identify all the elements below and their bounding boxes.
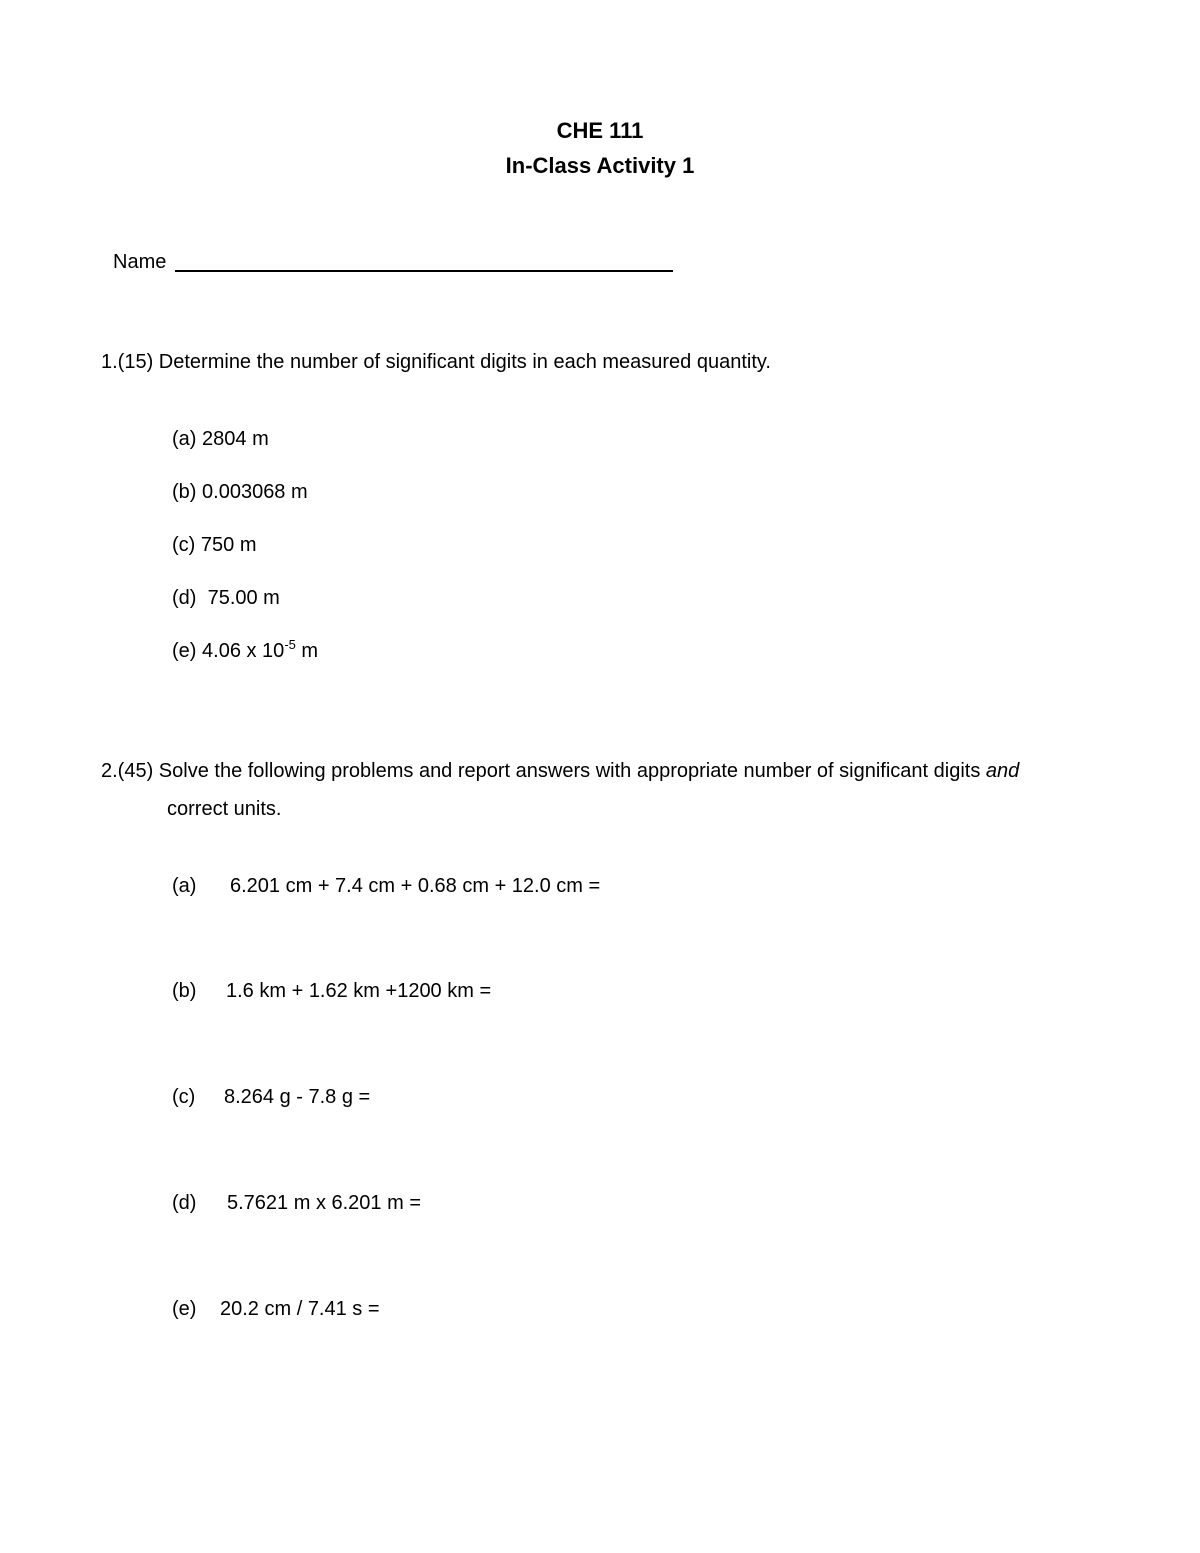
q2-item-expression: 5.7621 m x 6.201 m = (227, 1192, 422, 1214)
q2-item-label: (c) (172, 1086, 196, 1108)
q1-item-label: (a) (172, 428, 197, 450)
q2-item-expression: 8.264 g - 7.8 g = (224, 1086, 371, 1108)
q1-item-e (172, 637, 319, 662)
q1-item-value: 2804 m (202, 428, 269, 450)
question2-prompt-emphasis: and (985, 760, 1020, 782)
q1-item-value-prefix: 4.06 x 10 (202, 640, 285, 662)
q2-item-label: (b) (172, 980, 197, 1002)
q1-item-label: (b) (172, 481, 197, 503)
name-blank-line[interactable] (175, 270, 673, 272)
q1-item-label: (d) (172, 587, 197, 609)
course-title: CHE 111 (556, 118, 644, 143)
q1-item-value-suffix: m (295, 640, 319, 662)
q2-item-label: (a) (172, 875, 197, 897)
q1-item-exponent: -5 (284, 637, 296, 652)
name-label: Name (113, 251, 167, 273)
q1-item-label: (c) (172, 534, 196, 556)
q1-item-c (172, 535, 256, 555)
question1-prompt: 1.(15) Determine the number of significant digits in each measured quantity. (101, 351, 771, 373)
q2-item-expression: 1.6 km + 1.62 km +1200 km = (226, 980, 492, 1002)
q1-item-d (172, 588, 280, 608)
question2-prompt-text: 2.(45) Solve the following problems and report answers with appropriate number of significant digits (101, 760, 986, 782)
q2-item-expression: 6.201 cm + 7.4 cm + 0.68 cm + 12.0 cm = (230, 875, 601, 897)
q1-item-label: (e) (172, 640, 197, 662)
q2-item-expression: 20.2 cm / 7.41 s = (220, 1298, 380, 1320)
q1-item-value: 0.003068 m (202, 481, 308, 503)
question2-prompt (101, 761, 1019, 781)
question2-prompt-line2: correct units. (167, 798, 282, 820)
q2-item-label: (e) (172, 1298, 197, 1320)
activity-title: In-Class Activity 1 (505, 153, 695, 178)
q1-item-a (172, 429, 269, 449)
q1-item-b (172, 482, 308, 502)
q1-item-value: 75.00 m (202, 587, 280, 609)
q2-item-label: (d) (172, 1192, 197, 1214)
q1-item-value: 750 m (200, 534, 257, 556)
